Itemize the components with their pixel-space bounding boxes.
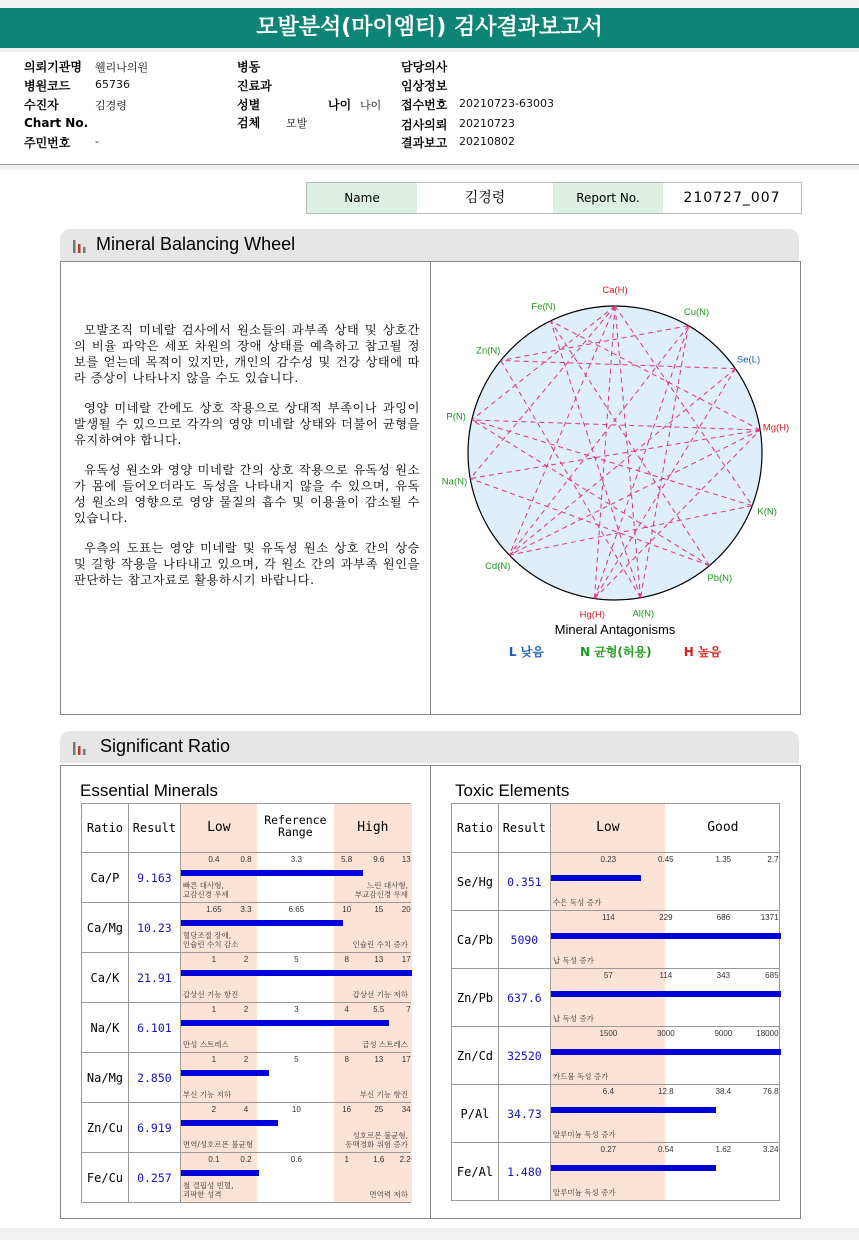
ratio-result: 32520: [498, 1027, 550, 1085]
note-low: 부신 기능 저하: [182, 1090, 232, 1099]
ratio-result: 5090: [498, 911, 550, 969]
tick-label: 1: [344, 1155, 349, 1164]
accession-value: 20210723-63003: [459, 97, 554, 110]
section-header-ratio: [60, 731, 799, 763]
tick-label: 686: [716, 913, 731, 922]
section-title: Significant Ratio: [100, 736, 231, 756]
ratio-result: 2.850: [128, 1053, 180, 1103]
hosp-code-value: 65736: [95, 78, 130, 91]
name-value: 김경령: [464, 190, 506, 206]
tick-label: 2: [243, 955, 249, 964]
ratio-name: Ca/P: [82, 853, 129, 903]
req-date-label: 검사의뢰: [401, 118, 448, 132]
bar-chart-icon: [72, 238, 88, 254]
hosp-code-label: 병원코드: [24, 79, 71, 93]
ratio-result: 9.163: [128, 853, 180, 903]
tick-label: 9000: [714, 1029, 733, 1038]
patient-info: [0, 52, 859, 165]
sex-label: 성별: [237, 98, 261, 112]
section-header-wheel: [60, 229, 799, 261]
tick-label: 0.4: [208, 855, 220, 864]
range-graphic: [181, 903, 410, 952]
section-title: Mineral Balancing Wheel: [96, 234, 296, 254]
ratio-name: Ca/Pb: [452, 911, 499, 969]
result-bar: [181, 870, 363, 876]
ratio-result: 637.6: [498, 969, 550, 1027]
wheel-circle: [468, 306, 762, 600]
essential-row: [82, 903, 411, 953]
wheel-node-label: Cd(N): [485, 561, 511, 573]
result-bar: [181, 970, 412, 976]
tick-label: 57: [603, 971, 613, 980]
tick-label: 7: [406, 1005, 411, 1014]
toxic-row: [452, 1143, 780, 1201]
note-low: 알루미늄 독성 증가: [552, 1188, 616, 1197]
essential-row: [82, 1053, 411, 1103]
essential-title: Essential Minerals: [80, 781, 218, 800]
note-low: 카드뮴 독성 증가: [552, 1072, 609, 1081]
report-no-label: Report No.: [553, 183, 663, 213]
tick-label: 3000: [656, 1029, 675, 1038]
tick-label: 34: [401, 1105, 411, 1114]
essential-row: [82, 1003, 411, 1053]
tick-label: 3.3: [290, 855, 302, 864]
ratio-name: P/Al: [452, 1085, 499, 1143]
ratio-range-cell: [550, 911, 779, 969]
toxic-row: [452, 911, 780, 969]
col-ratio: Ratio: [82, 804, 129, 853]
note-low: 납 독성 증가: [552, 956, 594, 965]
description-paragraph-4: 우측의 도표는 영양 미네랄 및 유독성 원소 상호 간의 상승 및 길항 작용을 나타내고 있으며, 각 원소 간의 과부족 원인을 판단하는 참고자료로 활용하시기 바랍니다.: [74, 541, 420, 587]
tick-label: 0.8: [240, 855, 252, 864]
ratio-range-cell: [550, 1143, 779, 1201]
ratio-range-cell: [180, 1153, 410, 1203]
note-low: 알루미늄 독성 증가: [552, 1130, 616, 1139]
tick-label: 5: [294, 1055, 299, 1064]
name-report-box: [306, 182, 802, 214]
result-bar: [551, 933, 781, 939]
col-result: Result: [128, 804, 180, 853]
note-high: 느린 대사형, 부교감신경 우세: [354, 881, 408, 899]
tick-label: 4: [243, 1105, 249, 1114]
tick-label: 17: [401, 1055, 411, 1064]
note-high: 부신 기능 항진: [359, 1090, 408, 1099]
tick-label: 0.27: [600, 1145, 617, 1154]
tick-label: 25: [374, 1105, 384, 1114]
description-paragraph-2: 영양 미네랄 간에도 상호 작용으로 상대적 부족이나 과잉이 발생될 수 있으므로 각각의 영양 미네랄 상태와 더불어 균형을 유지하여야 합니다.: [74, 401, 420, 447]
range-graphic: [551, 1143, 779, 1200]
essential-header-row: [82, 804, 411, 853]
tick-label: 5.8: [341, 855, 353, 864]
toxic-row: [452, 969, 780, 1027]
wheel-node-label: K(N): [757, 506, 777, 518]
wheel-node-label: Mg(H): [762, 422, 790, 434]
age-label: 나이: [328, 98, 352, 112]
bar-chart-icon: [72, 740, 88, 756]
col-low: Low: [596, 820, 620, 835]
wheel-caption: Mineral Antagonisms: [554, 622, 676, 637]
toxic-row: [452, 1085, 780, 1143]
req-org-label: 의뢰기관명: [24, 60, 82, 74]
patient-value: 김경령: [95, 99, 127, 112]
tick-label: 5.5: [373, 1005, 385, 1014]
essential-row: [82, 953, 411, 1003]
tick-label: 18000: [756, 1029, 779, 1038]
report-date-label: 결과보고: [401, 136, 448, 150]
tick-label: 1: [211, 955, 217, 964]
tick-label: 12.8: [658, 1087, 674, 1096]
patient-label: 수진자: [24, 98, 59, 112]
col-high: High: [357, 820, 389, 835]
tick-label: 685: [765, 971, 779, 980]
accession-label: 접수번호: [401, 98, 448, 112]
req-org-value: 웰리나의원: [95, 61, 149, 74]
tick-label: 13: [401, 855, 411, 864]
tick-label: 8: [344, 955, 349, 964]
tick-label: 1500: [599, 1029, 618, 1038]
tick-label: 1: [211, 1055, 217, 1064]
tick-label: 4: [344, 1005, 349, 1014]
name-label: Name: [307, 183, 417, 213]
tick-label: 2.7: [767, 855, 779, 864]
wheel-node-label: Pb(N): [707, 572, 733, 584]
ratio-range-cell: [180, 1053, 410, 1103]
dept-label: 진료과: [237, 79, 272, 93]
note-low: 납 독성 증가: [552, 1014, 594, 1023]
result-bar: [181, 1120, 278, 1126]
tick-label: 10: [291, 1105, 301, 1114]
tick-label: 343: [716, 971, 731, 980]
ratio-result: 34.73: [498, 1085, 550, 1143]
result-bar: [551, 875, 641, 881]
ratio-result: 6.919: [128, 1103, 180, 1153]
range-graphic: [551, 911, 779, 968]
note-high: 갑상선 기능 저하: [352, 990, 408, 999]
range-graphic: [181, 1003, 410, 1052]
legend-low: L 낮음: [508, 645, 544, 659]
ratio-range-cell: [550, 853, 779, 911]
toxic-row: [452, 1027, 780, 1085]
tick-label: 8: [344, 1055, 349, 1064]
tick-label: 0.6: [290, 1155, 302, 1164]
specimen-value: 모발: [286, 117, 308, 130]
ratio-name: Ca/Mg: [82, 903, 129, 953]
tick-label: 2: [211, 1105, 217, 1114]
note-low: 갑상선 기능 항진: [182, 990, 239, 999]
tick-label: 3.3: [240, 905, 252, 914]
essential-ratio-table: [81, 803, 411, 1203]
note-high: 성호르몬 불균형, 동맥경화 위험 증가: [345, 1131, 408, 1149]
tick-label: 0.1: [208, 1155, 220, 1164]
tick-label: 5: [294, 955, 299, 964]
doctor-label: 담당의사: [401, 60, 448, 74]
tick-label: 3: [294, 1005, 299, 1014]
toxic-ratio-table: [451, 803, 780, 1201]
tick-label: 1.62: [715, 1145, 732, 1154]
ratio-range-cell: [550, 1085, 779, 1143]
report-no-value: 210727_007: [683, 190, 781, 206]
note-low: 만성 스트레스: [182, 1040, 229, 1049]
note-high: 급성 스트레스: [362, 1040, 408, 1049]
wheel-legend: [432, 641, 798, 660]
tick-label: 1: [211, 1005, 217, 1014]
ratio-range-cell: [180, 1003, 410, 1053]
note-low: 면역/성호르몬 불균형: [182, 1140, 253, 1149]
ratio-result: 0.351: [498, 853, 550, 911]
range-graphic: [181, 853, 410, 902]
tick-label: 1.35: [715, 855, 732, 864]
description-text: [74, 322, 420, 602]
tick-label: 15: [374, 905, 384, 914]
note-high: 면역력 저하: [369, 1190, 408, 1199]
ratio-result: 21.91: [128, 953, 180, 1003]
description-paragraph-3: 유독성 원소와 영양 미네랄 간의 상호 작용으로 유독성 원소가 몸에 들어오더라도 독성을 나타내지 않을 수 있으며, 유독성 원소의 영향으로 영양 물질의 흡수 및 이용율이 감소될 수 있습니다.: [74, 463, 420, 525]
ratio-name: Se/Hg: [452, 853, 499, 911]
note-low: 빠른 대사형, 교감신경 우세: [182, 881, 229, 899]
wheel-node-label: Al(N): [632, 608, 655, 620]
ratio-name: Zn/Cu: [82, 1103, 129, 1153]
ratio-result: 1.480: [498, 1143, 550, 1201]
result-bar: [181, 1070, 269, 1076]
tick-label: 2: [243, 1055, 249, 1064]
tick-label: 10: [342, 905, 352, 914]
ratio-result: 0.257: [128, 1153, 180, 1203]
toxic-title: Toxic Elements: [455, 781, 570, 800]
ratio-name: Fe/Al: [452, 1143, 499, 1201]
range-graphic: [181, 1053, 410, 1102]
tick-label: 2.2: [399, 1155, 411, 1164]
col-good: Good: [707, 820, 739, 835]
wheel-node-label: Zn(N): [476, 345, 501, 357]
tick-label: 1.6: [373, 1155, 385, 1164]
col-ratio: Ratio: [452, 804, 499, 853]
wheel-node-label: Ca(H): [602, 285, 628, 296]
tick-label: 2: [243, 1005, 249, 1014]
range-graphic: [551, 1027, 779, 1084]
tick-label: 1371: [760, 913, 779, 922]
tick-label: 3.24: [762, 1145, 779, 1154]
toxic-row: [452, 853, 780, 911]
req-date-value: 20210723: [459, 117, 515, 130]
wheel-node-label: Cu(N): [683, 306, 710, 318]
tick-label: 114: [601, 913, 615, 922]
tick-label: 20: [401, 905, 411, 914]
note-high: 인슐린 수치 증가: [352, 940, 408, 949]
ratio-range-cell: [180, 953, 410, 1003]
age-value: 나이: [360, 99, 382, 112]
ratio-name: Na/K: [82, 1003, 129, 1053]
range-graphic: [181, 1153, 410, 1202]
ratio-name: Fe/Cu: [82, 1153, 129, 1203]
range-graphic: [551, 1085, 779, 1142]
ratio-name: Ca/K: [82, 953, 129, 1003]
tick-label: 229: [659, 913, 673, 922]
result-bar: [551, 1107, 717, 1113]
legend-normal: N 균형(허용): [580, 645, 652, 659]
wheel-node-label: Na(N): [441, 476, 468, 488]
tick-label: 1.65: [206, 905, 222, 914]
tick-label: 6.65: [288, 905, 305, 914]
wheel-node-label: P(N): [446, 411, 466, 423]
ratio-name: Zn/Pb: [452, 969, 499, 1027]
range-graphic: [181, 1103, 410, 1152]
ratio-range-cell: [550, 1027, 779, 1085]
tick-label: 0.23: [600, 855, 617, 864]
ratio-range-cell: [180, 903, 410, 953]
report-date-value: 20210802: [459, 135, 515, 148]
ratio-result: 6.101: [128, 1003, 180, 1053]
ssn-label: 주민번호: [24, 136, 71, 150]
result-bar: [181, 920, 343, 926]
toxic-header-row: [452, 804, 780, 853]
essential-row: [82, 853, 411, 903]
essential-row: [82, 1103, 411, 1153]
range-graphic: [181, 953, 410, 1002]
clinical-label: 임상정보: [401, 79, 448, 93]
tick-label: 76.8: [762, 1087, 779, 1096]
tick-label: 16: [342, 1105, 352, 1114]
col-reference-range: Reference Range: [264, 813, 327, 839]
tick-label: 114: [659, 971, 673, 980]
mineral-wheel: [432, 263, 798, 629]
ratio-name: Na/Mg: [82, 1053, 129, 1103]
specimen-label: 검체: [237, 116, 261, 130]
note-low: 수은 독성 증가: [552, 898, 602, 907]
essential-row: [82, 1153, 411, 1203]
result-bar: [551, 1049, 781, 1055]
range-graphic: [551, 969, 779, 1026]
legend-high: H 높음: [683, 645, 722, 659]
report-title: 모발분석(마이엠티) 검사결과보고서: [0, 8, 859, 48]
chart-label: Chart No.: [24, 116, 89, 130]
tick-label: 0.2: [240, 1155, 252, 1164]
tick-label: 0.45: [658, 855, 674, 864]
tick-label: 9.6: [373, 855, 385, 864]
tick-label: 0.54: [658, 1145, 674, 1154]
wheel-node-label: Hg(H): [579, 609, 605, 621]
result-bar: [181, 1020, 389, 1026]
ratio-range-cell: [180, 1103, 410, 1153]
tick-label: 6.4: [602, 1087, 614, 1096]
col-result: Result: [498, 804, 550, 853]
result-bar: [551, 991, 781, 997]
tick-label: 13: [374, 955, 384, 964]
wheel-node-label: Fe(N): [531, 301, 556, 313]
col-low: Low: [207, 820, 231, 835]
result-bar: [551, 1165, 717, 1171]
ratio-range-cell: [550, 969, 779, 1027]
range-graphic: [551, 853, 779, 910]
note-low: 철 결핍성 빈혈, 괴팍한 성격: [182, 1181, 234, 1199]
tick-label: 13: [374, 1055, 384, 1064]
result-bar: [181, 1170, 260, 1176]
wheel-node-label: Se(L): [736, 354, 761, 366]
ward-label: 병동: [237, 60, 261, 74]
description-paragraph-1: 모발조직 미네랄 검사에서 원소들의 과부족 상태 및 상호간의 비율 파악은 세포 차원의 장애 상태를 예측하고 참고될 정보를 얻는데 목적이 있지만, 개인의 감수성 및 건강 상태에 따라 증상이 나타나지 않을 수도 있습니다.: [74, 323, 420, 385]
tick-label: 38.4: [715, 1087, 732, 1096]
ratio-result: 10.23: [128, 903, 180, 953]
ratio-range-cell: [180, 853, 410, 903]
ssn-value: -: [95, 135, 99, 148]
ratio-name: Zn/Cd: [452, 1027, 499, 1085]
note-low: 혈당조절 장애, 인슐린 수치 감소: [182, 931, 239, 949]
tick-label: 17: [401, 955, 411, 964]
